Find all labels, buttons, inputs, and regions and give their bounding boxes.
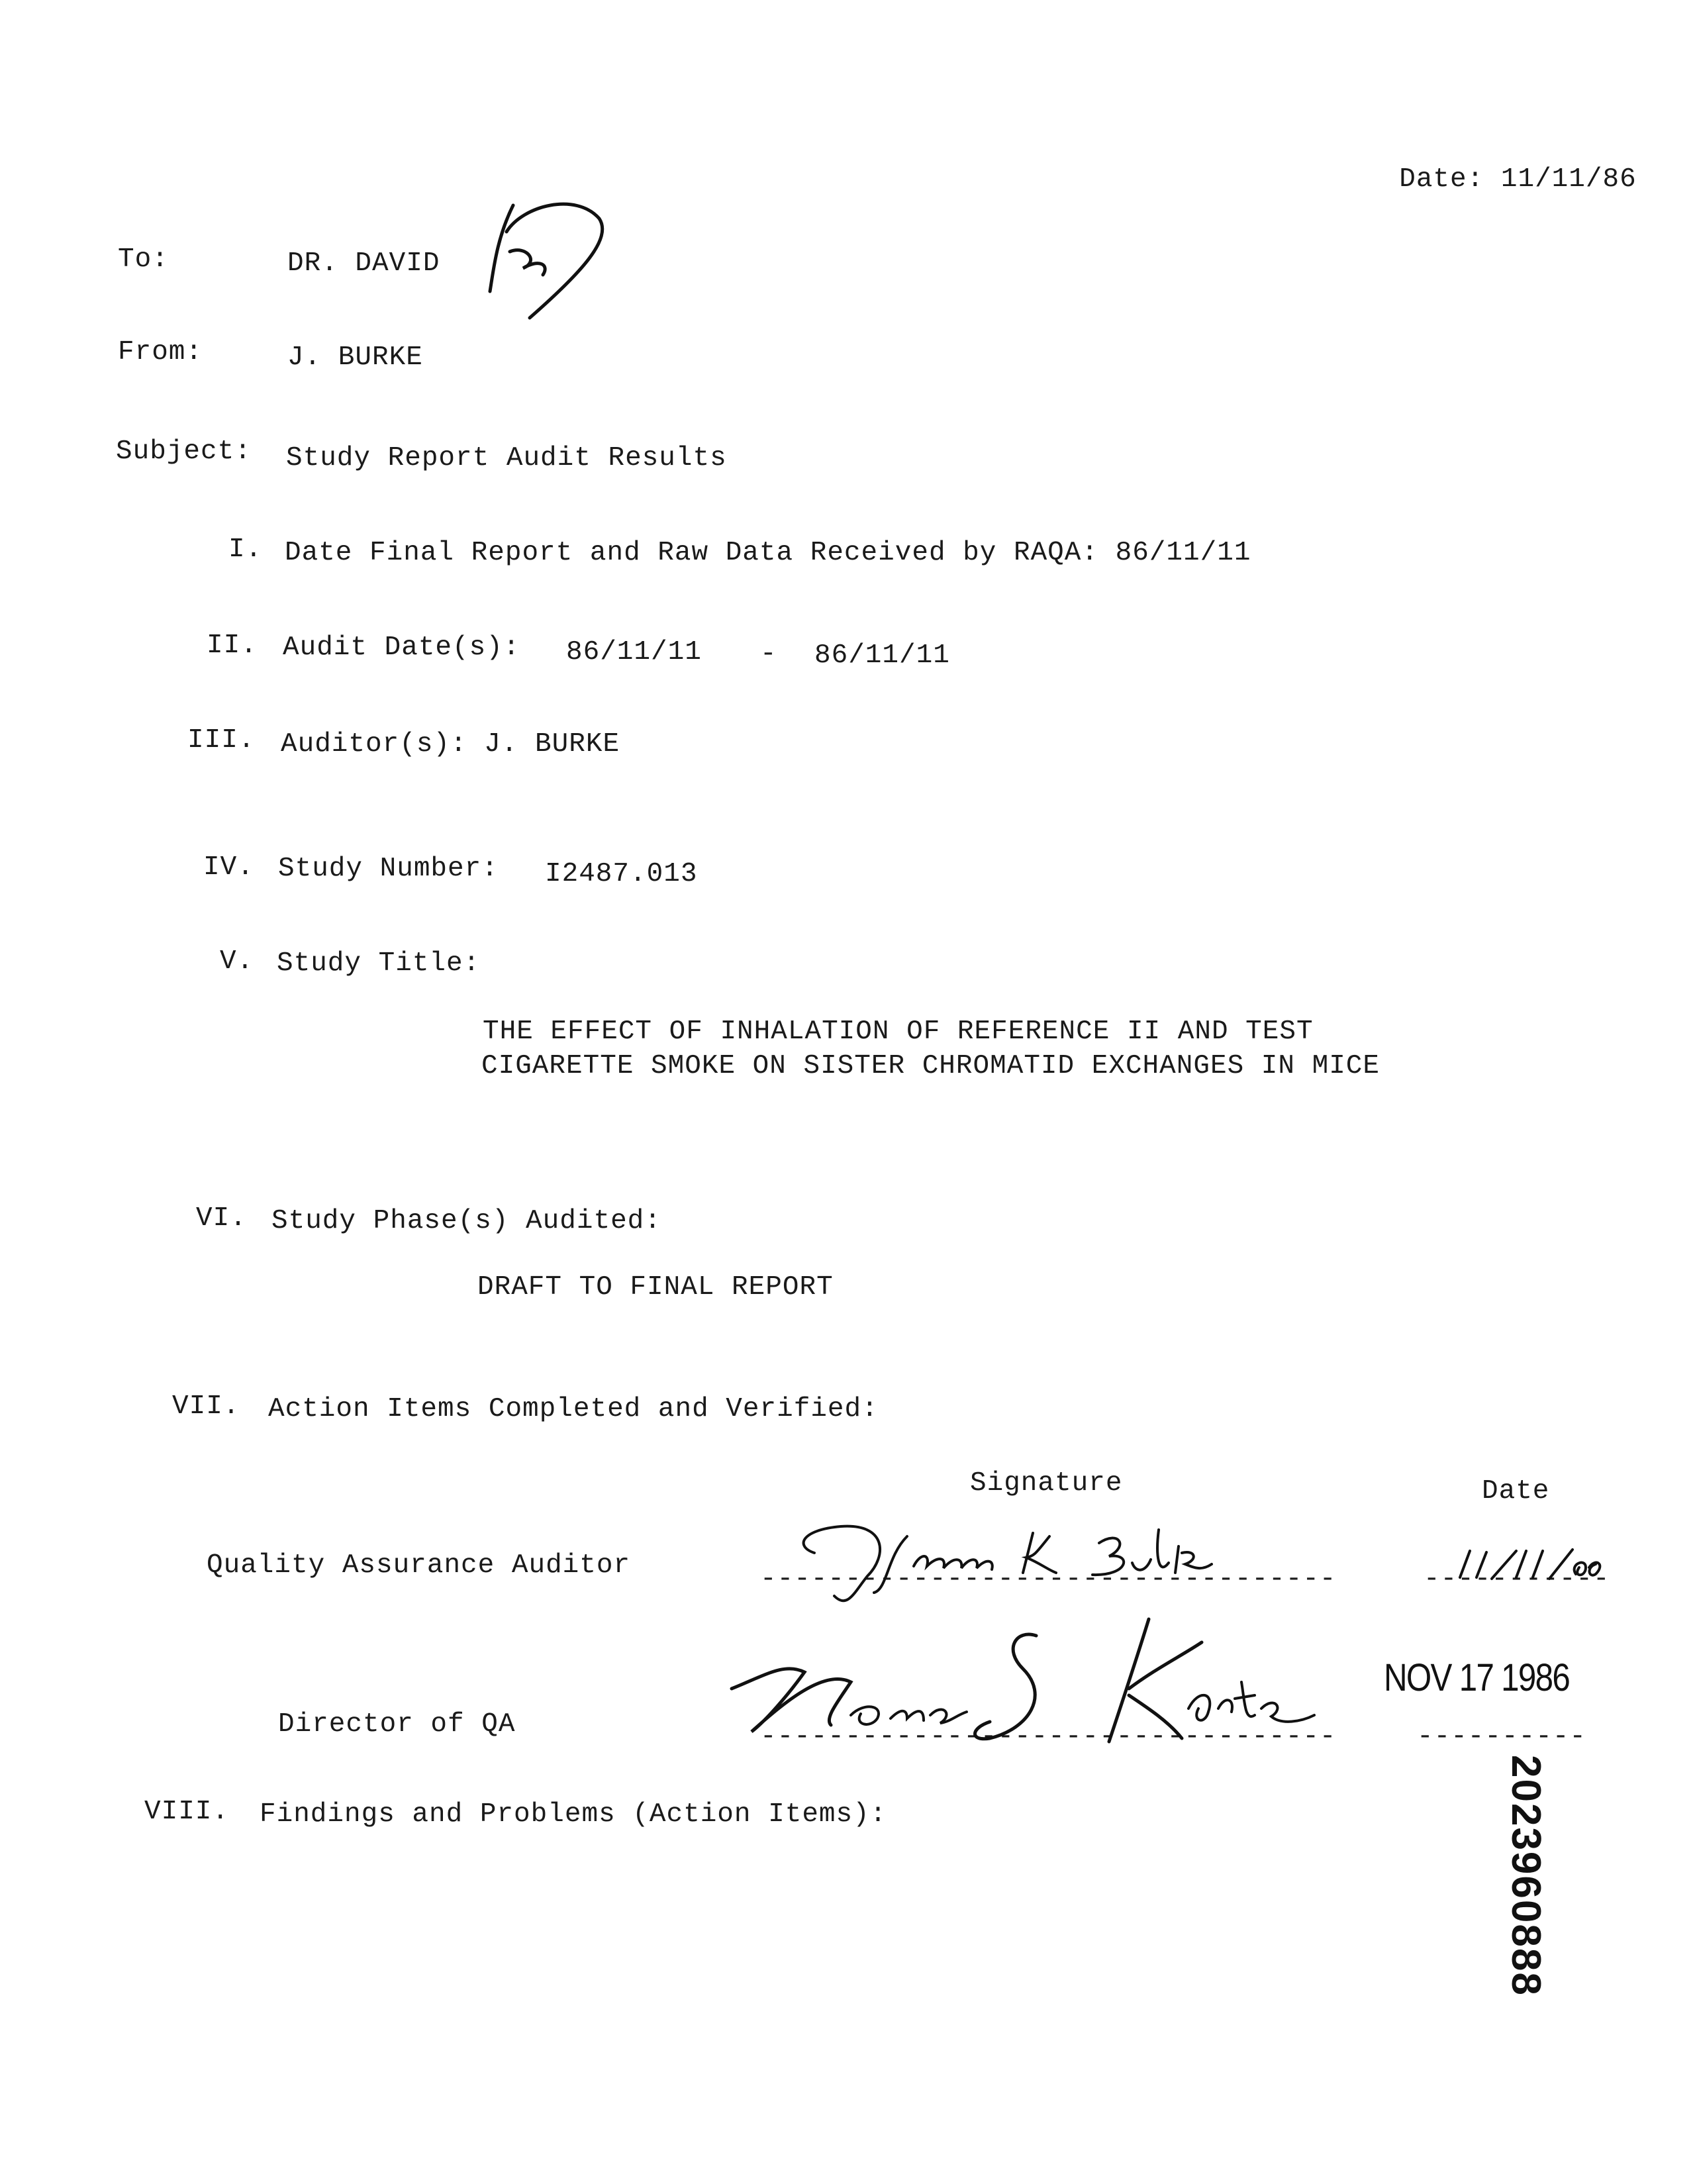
qa-auditor-signature — [788, 1516, 1291, 1609]
qa-auditor-date — [1453, 1538, 1612, 1591]
audit-date-separator: - — [760, 639, 777, 670]
section-ii-number: II. — [207, 630, 258, 661]
director-date-line: ---------- — [1417, 1722, 1587, 1752]
section-viii-number: VIII. — [144, 1797, 230, 1827]
section-viii-label: Findings and Problems (Action Items): — [260, 1799, 887, 1830]
section-ii-label: Audit Date(s): — [283, 632, 520, 663]
section-iii-text: Auditor(s): J. BURKE — [281, 729, 620, 760]
qa-auditor-signature-line: ---------------------------------- — [760, 1564, 1337, 1595]
date-value: 11/11/86 — [1500, 164, 1637, 195]
initials-signature — [477, 199, 616, 331]
study-title-line-2: CIGARETTE SMOKE ON SISTER CHROMATID EXCHANGES IN MICE — [481, 1051, 1380, 1081]
bates-number: 2023960888 — [1503, 1755, 1549, 1997]
section-iv-number: IV. — [203, 852, 254, 883]
to-label: To: — [118, 244, 169, 275]
director-date-stamp: NOV 17 1986 — [1384, 1656, 1570, 1699]
date-label: Date: — [1399, 164, 1484, 195]
from-value: J. BURKE — [287, 342, 423, 373]
audit-start-date: 86/11/11 — [566, 637, 702, 668]
director-signature-line: ---------------------------------- — [760, 1722, 1337, 1752]
signature-header: Signature — [970, 1468, 1123, 1499]
study-number: I2487.013 — [545, 859, 698, 889]
section-iv-label: Study Number: — [278, 854, 499, 884]
study-phase-value: DRAFT TO FINAL REPORT — [477, 1272, 834, 1303]
date-line — [1365, 139, 1637, 193]
section-vii-label: Action Items Completed and Verified: — [268, 1394, 879, 1424]
section-vi-number: VI. — [196, 1203, 247, 1234]
subject-value: Study Report Audit Results — [286, 443, 727, 473]
director-label: Director of QA — [278, 1709, 516, 1740]
to-value: DR. DAVID — [287, 248, 440, 279]
section-vi-label: Study Phase(s) Audited: — [271, 1206, 661, 1236]
section-i-number: I. — [228, 534, 263, 565]
study-title-line-1: THE EFFECT OF INHALATION OF REFERENCE II AND TEST — [483, 1017, 1314, 1047]
from-label: From: — [118, 337, 203, 368]
section-v-number: V. — [220, 946, 254, 977]
section-i-text: Date Final Report and Raw Data Received by RAQA: 86/11/11 — [285, 538, 1251, 568]
director-signature — [725, 1609, 1321, 1762]
subject-label: Subject: — [116, 436, 252, 467]
section-vii-number: VII. — [172, 1391, 240, 1422]
section-iii-number: III. — [187, 725, 256, 756]
qa-auditor-label: Quality Assurance Auditor — [207, 1550, 631, 1581]
audit-end-date: 86/11/11 — [814, 640, 950, 671]
date-header: Date — [1482, 1476, 1550, 1507]
qa-auditor-date-line: ----------- — [1424, 1564, 1610, 1595]
section-v-label: Study Title: — [277, 948, 481, 979]
